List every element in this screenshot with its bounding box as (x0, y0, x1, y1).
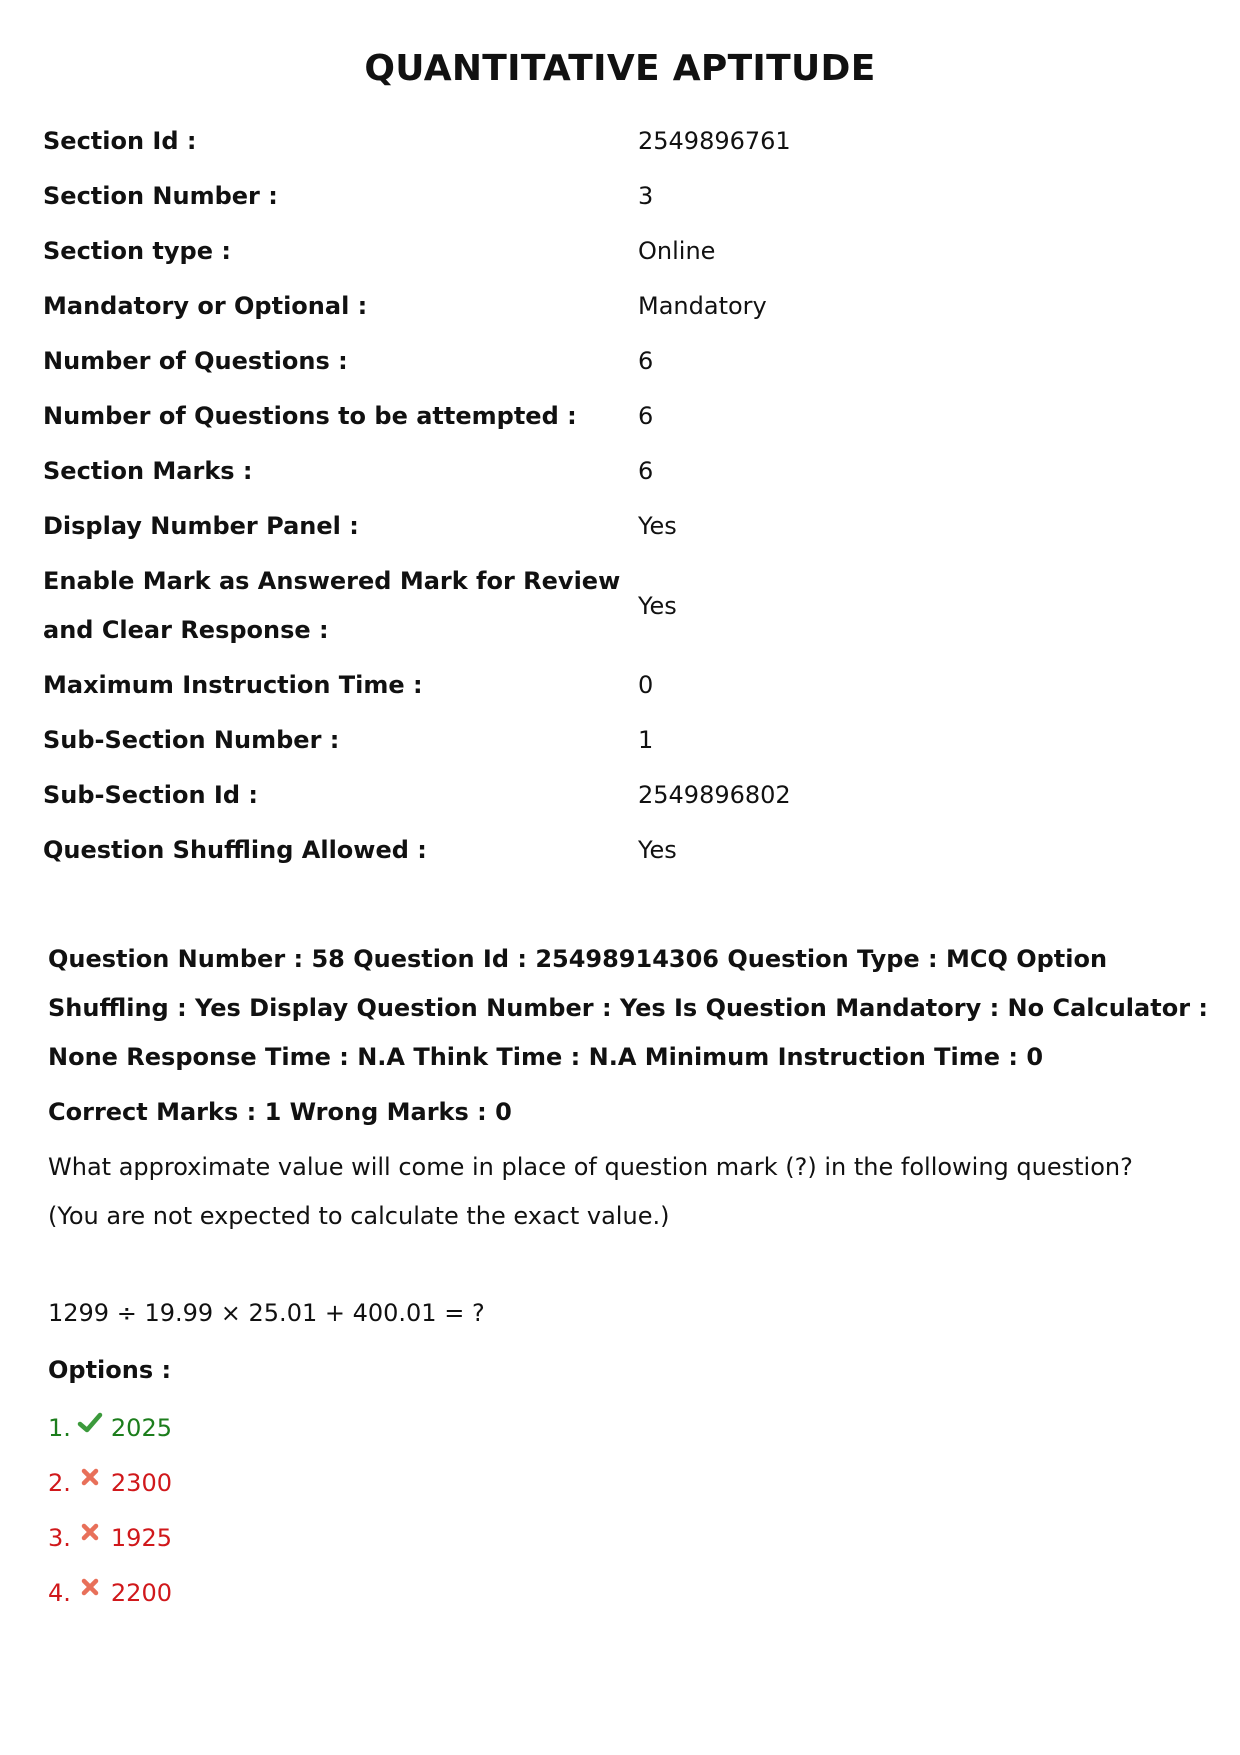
question-shuffling-row (43, 823, 1193, 878)
question-meta: Question Number : 58 Question Id : 25498914306 Question Type : MCQ Option Shuffling : Yes Display Question Number : Yes Is Question Mandatory : No Calculator : None Response Time : N.A Think Time : N.A Minimum Instruction Time : 0 (48, 945, 1208, 1071)
option-3 (48, 1511, 1208, 1566)
questions-to-attempt-row (43, 389, 1193, 444)
option-value: 2300 (110, 1469, 172, 1497)
option-1 (48, 1401, 1208, 1456)
number-of-questions-row (43, 334, 1193, 389)
section-type-label: Section type : (43, 237, 231, 265)
display-number-panel-value: Yes (638, 512, 677, 540)
sub-section-id-row (43, 768, 1193, 823)
section-marks-row (43, 444, 1193, 499)
question-shuffling-value: Yes (638, 836, 677, 864)
cross-icon (77, 1575, 103, 1601)
question-text-line2: (You are not expected to calculate the exact value.) (48, 1202, 670, 1230)
enable-mark-answered-label: Enable Mark as Answered Mark for Review and Clear Response : (43, 567, 621, 644)
option-value: 2025 (110, 1414, 172, 1442)
display-number-panel-row (43, 499, 1193, 554)
mandatory-optional-row (43, 279, 1193, 334)
max-instruction-time-label: Maximum Instruction Time : (43, 671, 423, 699)
section-number-label: Section Number : (43, 182, 278, 210)
option-2 (48, 1456, 1208, 1511)
questions-to-attempt-label: Number of Questions to be attempted : (43, 402, 577, 430)
number-of-questions-value: 6 (638, 347, 654, 375)
sub-section-number-label: Sub-Section Number : (43, 726, 340, 754)
page-title: QUANTITATIVE APTITUDE (364, 48, 876, 89)
options-label: Options : (48, 1356, 172, 1384)
max-instruction-time-row (43, 658, 1193, 713)
cross-icon (77, 1520, 103, 1546)
sub-section-number-value: 1 (638, 726, 654, 754)
question-shuffling-label: Question Shuffling Allowed : (43, 836, 427, 864)
question-text-line1: What approximate value will come in place of question mark (?) in the following question? (48, 1153, 1133, 1181)
sub-section-id-value: 2549896802 (638, 781, 791, 809)
mandatory-optional-value: Mandatory (638, 292, 767, 320)
question-block (48, 935, 1208, 1621)
check-icon (77, 1410, 103, 1436)
question-text (48, 1143, 1208, 1241)
section-type-value: Online (638, 237, 716, 265)
option-number: 2. (48, 1469, 71, 1497)
option-value: 2200 (110, 1579, 172, 1607)
option-number: 1. (48, 1414, 71, 1442)
max-instruction-time-value: 0 (638, 671, 654, 699)
option-number: 3. (48, 1524, 71, 1552)
questions-to-attempt-value: 6 (638, 402, 654, 430)
cross-icon (77, 1465, 103, 1491)
number-of-questions-label: Number of Questions : (43, 347, 348, 375)
option-4 (48, 1566, 1208, 1621)
enable-mark-answered-value: Yes (638, 591, 677, 620)
display-number-panel-label: Display Number Panel : (43, 512, 359, 540)
options-list (48, 1401, 1208, 1621)
section-id-label: Section Id : (43, 127, 197, 155)
sub-section-id-label: Sub-Section Id : (43, 781, 258, 809)
section-marks-label: Section Marks : (43, 457, 253, 485)
question-marks: Correct Marks : 1 Wrong Marks : 0 (48, 1098, 512, 1126)
section-type-row (43, 224, 1193, 279)
section-number-row (43, 169, 1193, 224)
section-number-value: 3 (638, 182, 654, 210)
sub-section-number-row (43, 713, 1193, 768)
question-expression: 1299 ÷ 19.99 × 25.01 + 400.01 = ? (48, 1299, 485, 1327)
section-info-table (43, 114, 1193, 878)
section-id-row (43, 114, 1193, 169)
enable-mark-answered-row (43, 554, 1193, 658)
option-number: 4. (48, 1579, 71, 1607)
section-marks-value: 6 (638, 457, 654, 485)
option-value: 1925 (110, 1524, 172, 1552)
section-id-value: 2549896761 (638, 127, 791, 155)
mandatory-optional-label: Mandatory or Optional : (43, 292, 368, 320)
